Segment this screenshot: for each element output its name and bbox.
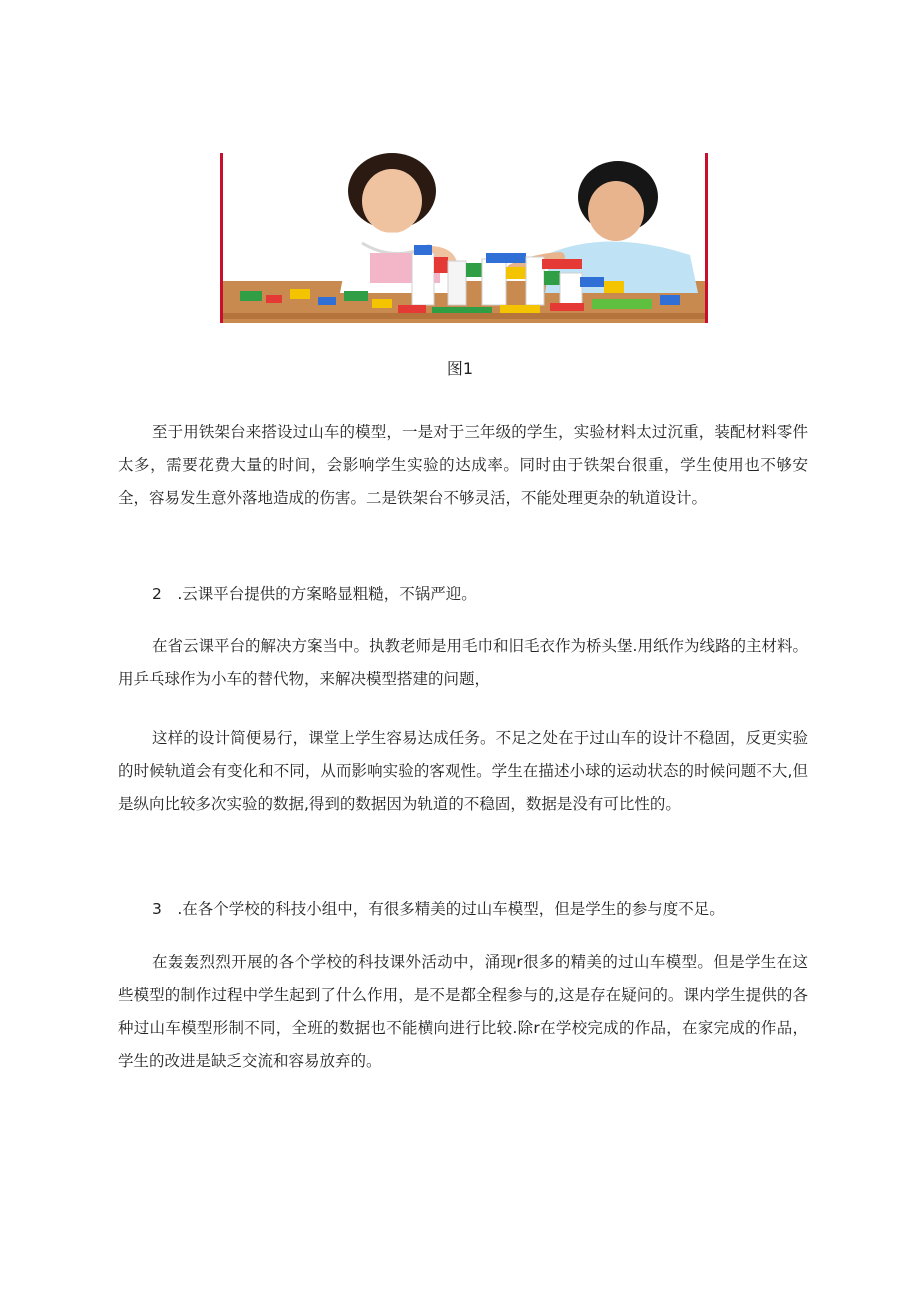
- figure-photo: [220, 153, 708, 323]
- figure-caption: 图1: [446, 359, 474, 378]
- section-heading-3: 3 .在各个学校的科技小组中，有很多精美的过山车模型，但是学生的参与度不足。: [152, 900, 725, 918]
- paragraph-3: 这样的设计简便易行，课堂上学生容易达成任务。不足之处在于过山车的设计不稳固，反更实验的时候轨道会有变化和不同，从而影响实验的客观性。学生在描述小球的运动状态的时候问题不大,但是纵向比较多次实验的数据,得到的数据因为轨道的不稳固，数据是没有可比性的。: [118, 729, 808, 813]
- paragraph-4: 在轰轰烈烈开展的各个学校的科技课外活动中，涌现r很多的精美的过山车模型。但是学生在这些模型的制作过程中学生起到了什么作用，是不是都全程参与的,这是存在疑问的。课内学生提供的各种过山车模型形制不同，全班的数据也不能横向进行比较.除r在学校完成的作品，在家完成的作品，学生的改进是缺乏交流和容易放弃的。: [118, 953, 808, 1070]
- section-heading-2: 2 .云课平台提供的方案略显粗糙，不锅严迎。: [152, 585, 477, 603]
- paragraph-2: 在省云课平台的解决方案当中。执教老师是用毛巾和旧毛衣作为桥头堡.用纸作为线路的主材料。用乒乓球作为小车的替代物，来解决模型搭建的问题，: [118, 637, 808, 688]
- paragraph-1: 至于用铁架台来搭设过山车的模型，一是对于三年级的学生，实验材料太过沉重，装配材料零件太多，需要花费大量的时间，会影响学生实验的达成率。同时由于铁架台很重，学生使用也不够安全，容易发生意外落地造成的伤害。二是铁架台不够灵活，不能处理更杂的轨道设计。: [118, 423, 808, 507]
- children-building-bricks-image: [220, 153, 708, 323]
